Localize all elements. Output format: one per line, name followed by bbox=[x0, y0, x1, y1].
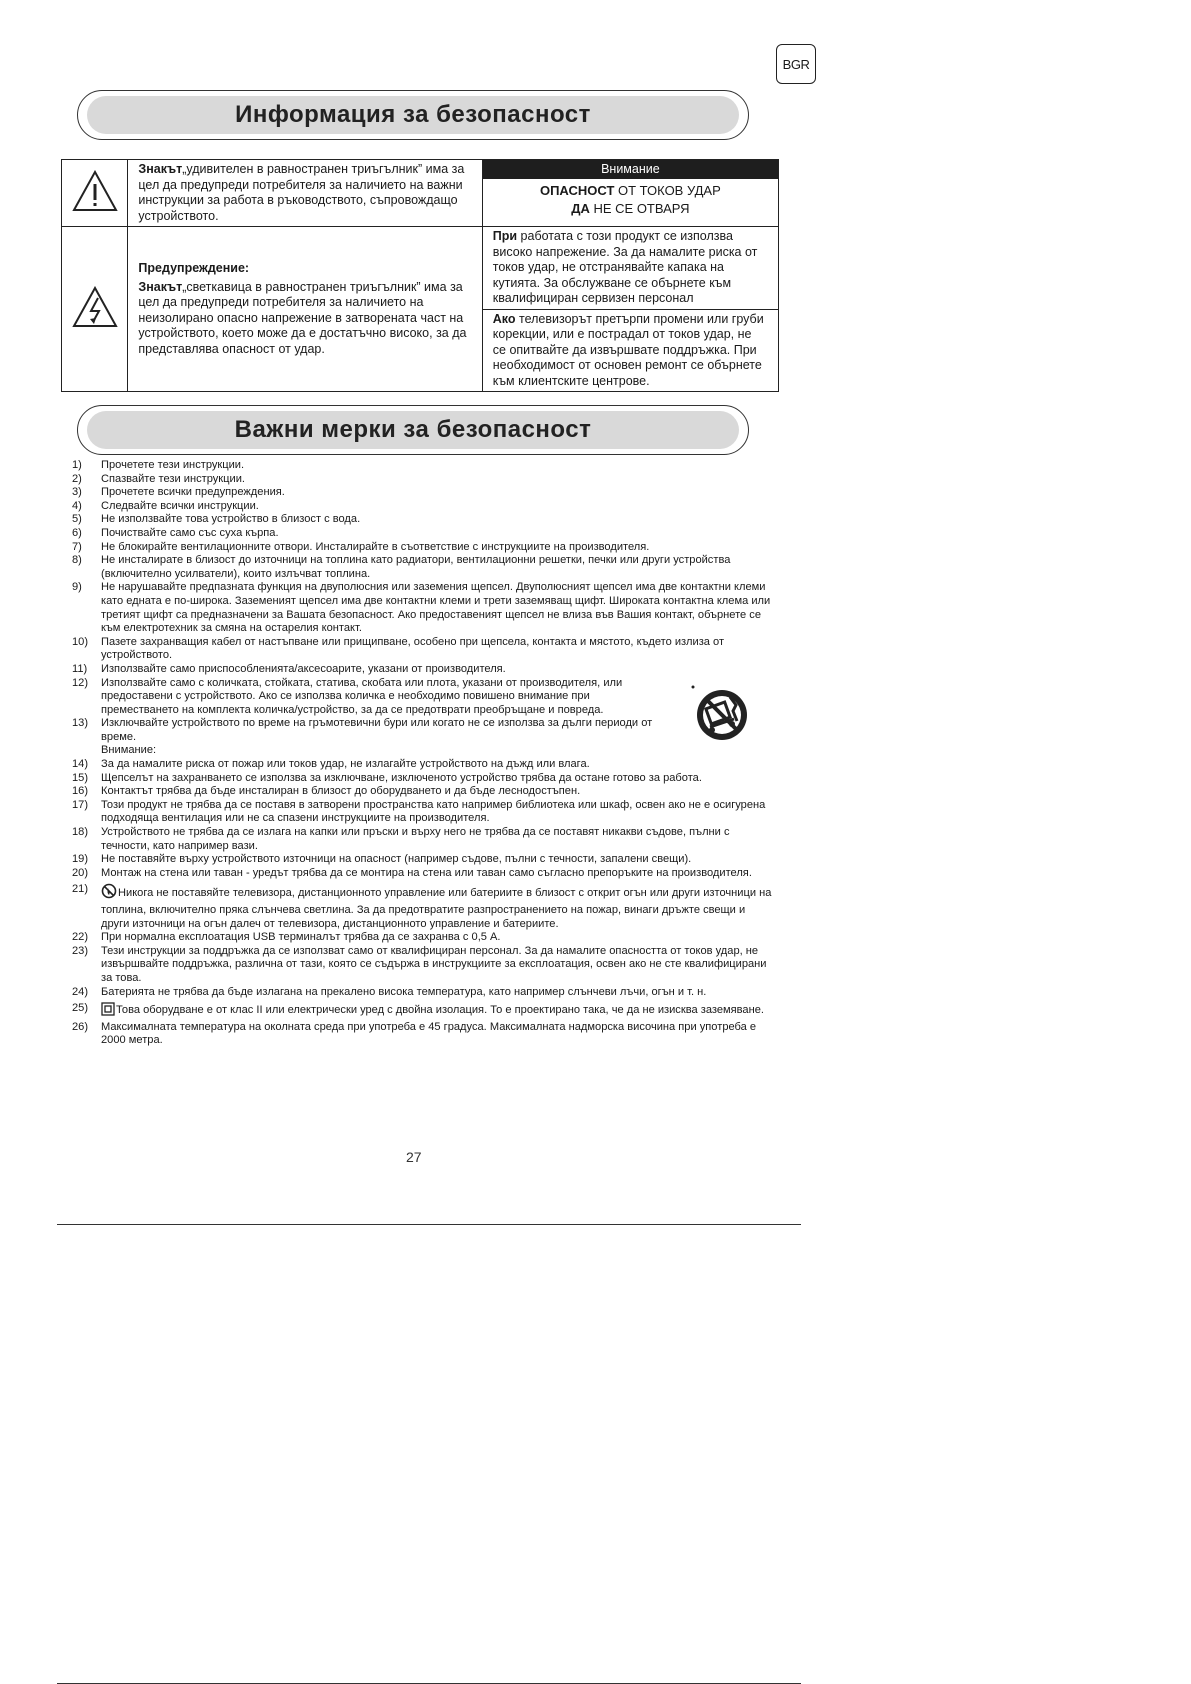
sign-lead: Знакът bbox=[138, 279, 183, 294]
safety-rules-list bbox=[60, 459, 772, 1048]
warning-title: Предупреждение: bbox=[138, 261, 250, 275]
note-lead: Ако bbox=[492, 311, 516, 326]
divider bbox=[57, 1224, 801, 1225]
exclamation-description bbox=[128, 160, 482, 227]
list-item: 9) Не нарушавайте предпазната функция на двуполюсния или заземения щепсел. Двуполюсният щепсел има две контактни клеми като едната е по-широка. Заземеният щепсел има две контактни клеми и трети заземяващ щифт. Широката контактна клема или третият щифт са предназначени за Вашата безопасност. Ако предоставеният щепсел не влиза във Вашия контакт, обърнете се към електротехник за смяна на остарелия контакт. bbox=[72, 581, 771, 635]
list-item: 17) Този продукт не трябва да се поставя в затворени пространства като например библиотека или шкаф, освен ако не е осигурена подходяща вентилация или не са спазени инструкциите на производителя. bbox=[72, 798, 766, 825]
language-badge: BGR bbox=[776, 44, 816, 84]
list-item: 19) Не поставяйте върху устройството източници на опасност (например съдове, пълни с течности, запалени свещи). bbox=[72, 853, 692, 866]
list-item: 25) Това оборудване е от клас II или електрически уред с двойна изолация. То е проектирано така, че да не изисква заземяване. bbox=[60, 1002, 772, 1021]
list-item: 15) Щепселът на захранването се използва за изключване, изключеното устройство трябва да остане готово за работа. bbox=[72, 771, 702, 784]
exclamation-triangle-icon bbox=[72, 170, 118, 212]
list-item: 8) Не инсталирате в близост до източници на топлина като радиатори, вентилационни решетки, печки или други устройства (включително усилватели), които излъчват топлина. bbox=[72, 554, 731, 580]
page-number: 27 bbox=[406, 1149, 422, 1165]
list-item: 13) Изключвайте устройството по време на гръмотевични бури или когато не се използва за дълги периоди от време. bbox=[72, 717, 653, 743]
sign-text: „светкавица в равностранен триъгълник” има за цел да предупреди потребителя за наличието на неизолирано опасно напрежение в затворената част на устройството, което може да е достатъчно високо, за да представлява опасност от удар. bbox=[138, 279, 467, 356]
danger-notice bbox=[483, 179, 778, 222]
list-item: 23) Тези инструкции за поддръжка да се използват само от квалифициран персонал. За да намалите опасността от токов удар, не извършвайте поддръжка, различна от тази, която се съдържа в инструкциите за експлоатация, освен ако не сте квалифицирани за това. bbox=[72, 944, 767, 984]
list-item: 10) Пазете захранващия кабел от настъпване или прищипване, особено при щепсела, контакта и мястото, където излиза от устройството. bbox=[72, 635, 725, 662]
no-open-flame-icon bbox=[101, 883, 117, 904]
list-item: 6) Почиствайте само със суха кърпа. bbox=[72, 526, 279, 539]
sign-lead: Знакът bbox=[138, 162, 183, 176]
attention-cell bbox=[482, 160, 778, 227]
list-item: 2) Спазвайте тези инструкции. bbox=[72, 472, 245, 485]
repair-note bbox=[483, 309, 778, 392]
danger-bold-2: ДА bbox=[571, 201, 590, 216]
section-title: Информация за безопасност bbox=[87, 96, 739, 134]
high-voltage-cell bbox=[482, 227, 778, 392]
lightning-description bbox=[128, 227, 482, 392]
list-item: 26) Максималната температура на околната среда при употреба е 45 градуса. Максималната надморска височина при употреба е 2000 метра. bbox=[72, 1020, 757, 1047]
list-item: 7) Не блокирайте вентилационните отвори. Инсталирайте в съответствие с инструкциите на производителя. bbox=[72, 540, 650, 553]
list-item-caution: Внимание: bbox=[101, 744, 157, 757]
list-item: 18) Устройството не трябва да се излага на капки или пръски и върху него не трябва да се поставят никакви съдове, пълни с течности, като например вази. bbox=[72, 826, 730, 852]
class-ii-double-insulation-icon bbox=[101, 1002, 115, 1021]
list-item: 12) Използвайте само с количката, стойката, статива, скобата или плота, указани от производителя, или предоставени с устройството. Ако се използва количка е необходимо повишено внимание при преместването на комплекта количка/устройство, за да се предотврати преобръщане и повреда. bbox=[72, 676, 623, 716]
attention-header: Внимание bbox=[483, 160, 778, 179]
list-item: 24) Батерията не трябва да бъде излагана на прекалено висока температура, като например слънчеви лъчи, огън и т. н. bbox=[72, 985, 707, 998]
danger-text: ОТ ТОКОВ УДАР bbox=[614, 183, 721, 198]
note-lead: При bbox=[492, 229, 518, 243]
section-banner-safety-measures bbox=[77, 405, 749, 455]
note-text: работата с този продукт се използва високо напрежение. За да намалите риска от токов удар, не отстранявайте капака на кутията. За обслужване се обърнете към квалифициран сервизен персонал bbox=[492, 229, 758, 305]
note-text: телевизорът претърпи промени или груби корекции, или е пострадал от токов удар, не се опитвайте да извършвате поддръжка. При необходимост от основен ремонт се обърнете към клиентските центрове. bbox=[492, 311, 764, 388]
high-voltage-note bbox=[483, 227, 778, 309]
safety-info-table bbox=[61, 159, 779, 392]
section-title: Важни мерки за безопасност bbox=[87, 411, 739, 449]
list-item: 22) При нормална експлоатация USB терминалът трябва да се захранва с 0,5 A. bbox=[72, 931, 501, 944]
list-item: 5) Не използвайте това устройство в близост с вода. bbox=[72, 513, 361, 526]
list-item: 3) Прочетете всички предупреждения. bbox=[72, 486, 285, 499]
lightning-triangle-icon bbox=[72, 286, 118, 328]
sign-text: „удивителен в равностранен триъгълник” има за цел да предупреди потребителя за наличието на важни инструкции за работа в ръководството, съпровождащо устройството. bbox=[138, 162, 465, 223]
exclamation-triangle-cell bbox=[62, 160, 128, 227]
list-item: 20) Монтаж на стена или таван - уредът трябва да се монтира на стена или таван само съгласно препоръките на производителя. bbox=[72, 866, 752, 879]
danger-bold: ОПАСНОСТ bbox=[539, 183, 615, 198]
lightning-triangle-cell bbox=[62, 227, 128, 392]
list-item: 16) Контактът трябва да бъде инсталиран в близост до оборудването и да бъде леснодостъпен. bbox=[72, 785, 581, 798]
list-item: 1) Прочетете тези инструкции. bbox=[72, 459, 245, 471]
section-banner-safety-info bbox=[77, 90, 749, 140]
cart-tip-over-warning-icon bbox=[688, 683, 752, 743]
list-item: 11) Използвайте само приспособленията/аксесоарите, указани от производителя. bbox=[72, 662, 506, 675]
list-item: 4) Следвайте всички инструкции. bbox=[72, 499, 259, 512]
list-item: 14) За да намалите риска от пожар или токов удар, не излагайте устройството на дъжд или влага. bbox=[72, 758, 590, 771]
danger-text-2: НЕ СЕ ОТВАРЯ bbox=[589, 201, 690, 216]
list-item: 21) Никога не поставяйте телевизора, дистанционното управление или батериите в близост с открит огън или други източници на топлина, включително пряка слънчева светлина. За да предотвратите разпространението на пожар, винаги дръжте свещи и други източници на огън далеч от телевизора, дистанционното управление и батериите. bbox=[72, 883, 772, 930]
